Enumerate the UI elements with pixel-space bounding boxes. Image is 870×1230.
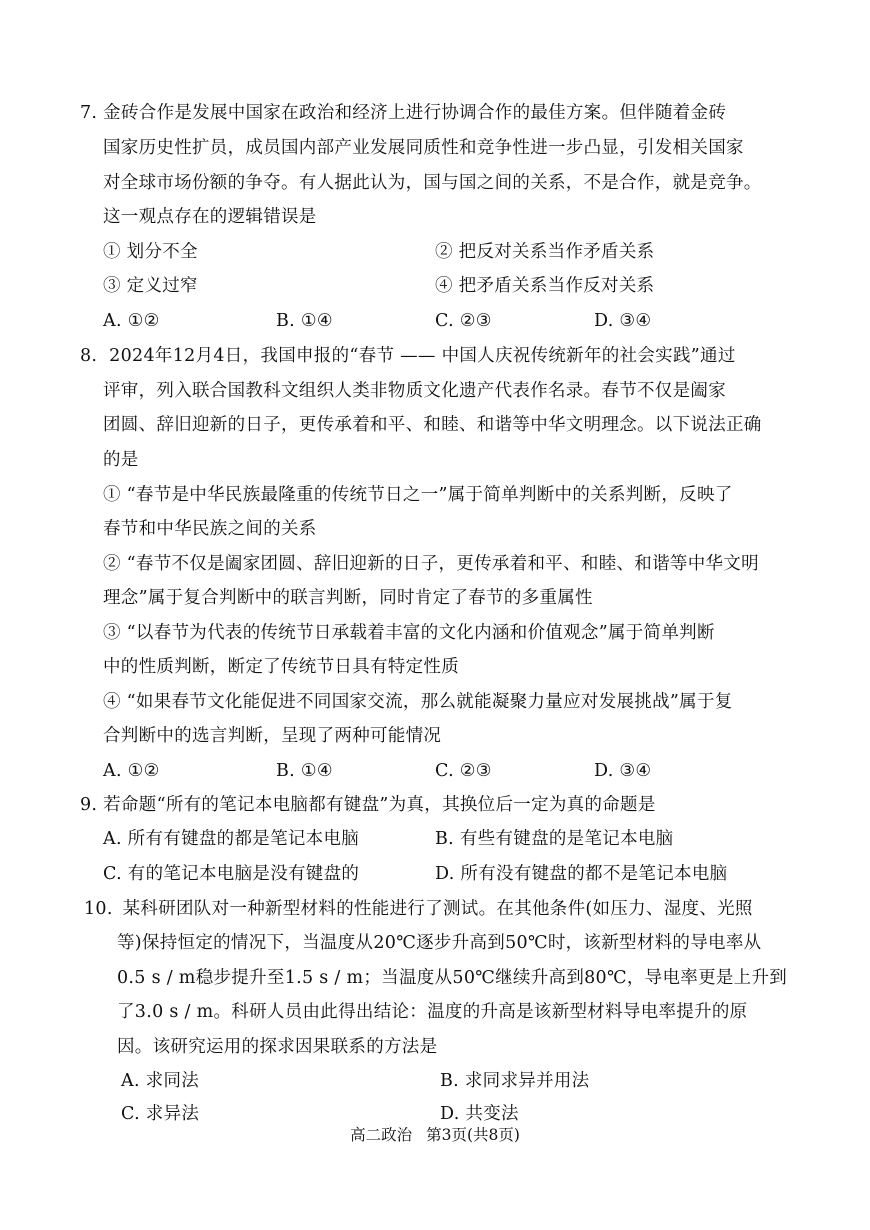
question-8-stem-line: 团圆、辞旧迎新的日子，更传承着和平、和睦、和谐等中华文明理念。以下说法正确 xyxy=(103,415,762,435)
question-10-stem-line: 因。该研究运用的探求因果联系的方法是 xyxy=(117,1037,438,1057)
question-7-statement-1: ① 划分不全 xyxy=(103,242,198,262)
question-9-option-a: A. 所有有键盘的都是笔记本电脑 xyxy=(103,829,360,849)
question-10-stem-line: 0.5 s / m稳步提升至1.5 s / m；当温度从50℃继续升高到80℃，导电率更是上升到 xyxy=(117,968,788,988)
question-8-statement-4: ④ “如果春节文化能促进不同国家交流，那么就能凝聚力量应对发展挑战”属于复 xyxy=(103,692,733,712)
question-9-stem-line: 若命题“所有的笔记本电脑都有键盘”为真，其换位后一定为真的命题是 xyxy=(103,795,656,815)
question-9-option-d: D. 所有没有键盘的都不是笔记本电脑 xyxy=(435,864,728,884)
question-7-option-d: D. ③④ xyxy=(594,311,652,331)
question-7-stem-line: 对全球市场份额的争夺。有人据此认为，国与国之间的关系，不是合作，就是竞争。 xyxy=(103,173,762,193)
question-7-stem-line: 金砖合作是发展中国家在政治和经济上进行协调合作的最佳方案。但伴随着金砖 xyxy=(103,103,727,123)
question-8-number: 8. xyxy=(80,346,98,366)
question-10-stem-line: 某科研团队对一种新型材料的性能进行了测试。在其他条件(如压力、湿度、光照 xyxy=(122,899,753,919)
question-7-option-c: C. ②③ xyxy=(435,311,492,331)
question-10-option-d: D. 共变法 xyxy=(440,1104,519,1124)
question-9-option-c: C. 有的笔记本电脑是没有键盘的 xyxy=(103,864,360,884)
question-7-line-1 xyxy=(80,101,726,125)
question-10-stem-line: 了3.0 s / m。科研人员由此得出结论：温度的升高是该新型材料导电率提升的原 xyxy=(117,1002,748,1022)
question-9-number: 9. xyxy=(80,795,98,815)
question-8-option-c: C. ②③ xyxy=(435,761,492,781)
question-8-stem-line: 评审，列入联合国教科文组织人类非物质文化遗产代表作名录。春节不仅是阖家 xyxy=(103,381,726,401)
question-8-option-b: B. ①④ xyxy=(276,761,333,781)
footer-page-number: 第3页(共8页) xyxy=(426,1126,520,1144)
question-7-number: 7. xyxy=(80,103,98,123)
page-footer xyxy=(0,1124,870,1146)
question-7-option-b: B. ①④ xyxy=(276,311,333,331)
question-10-option-c: C. 求异法 xyxy=(121,1104,200,1124)
question-10-stem-line: 等)保持恒定的情况下，当温度从20℃逐步升高到50℃时，该新型材料的导电率从 xyxy=(117,933,762,953)
question-8-line-1 xyxy=(80,344,736,368)
question-10-number: 10. xyxy=(84,899,113,919)
footer-subject: 高二政治 xyxy=(350,1126,413,1144)
question-7-statement-3: ③ 定义过窄 xyxy=(103,276,198,296)
question-8-statement-2: ② “春节不仅是阖家团圆、辞旧迎新的日子，更传承着和平、和睦、和谐等中华文明 xyxy=(103,554,759,574)
question-10-line-1 xyxy=(84,897,753,921)
question-8-statement-1-cont: 春节和中华民族之间的关系 xyxy=(103,519,317,539)
question-8-statement-3-cont: 中的性质判断，断定了传统节日具有特定性质 xyxy=(103,657,459,677)
question-8-option-d: D. ③④ xyxy=(594,761,652,781)
question-8-statement-1: ① “春节是中华民族最隆重的传统节日之一”属于简单判断中的关系判断，反映了 xyxy=(103,485,733,505)
question-8-statement-3: ③ “以春节为代表的传统节日承载着丰富的文化内涵和价值观念”属于简单判断 xyxy=(103,623,715,643)
question-10-option-b: B. 求同求异并用法 xyxy=(440,1071,590,1091)
question-8-statement-4-cont: 合判断中的选言判断，呈现了两种可能情况 xyxy=(103,726,442,746)
question-8-option-a: A. ①② xyxy=(103,761,160,781)
question-9-line-1 xyxy=(80,793,656,817)
question-7-option-a: A. ①② xyxy=(103,311,160,331)
question-7-stem-line: 国家历史性扩员，成员国内部产业发展同质性和竞争性进一步凸显，引发相关国家 xyxy=(103,138,744,158)
question-9-option-b: B. 有些有键盘的是笔记本电脑 xyxy=(435,829,674,849)
question-8-statement-2-cont: 理念”属于复合判断中的联言判断，同时肯定了春节的多重属性 xyxy=(103,588,593,608)
question-7-statement-2: ② 把反对关系当作矛盾关系 xyxy=(435,242,655,262)
question-8-stem-line: 2024年12月4日，我国申报的“春节 —— 中国人庆祝传统新年的社会实践”通过 xyxy=(109,346,736,366)
question-7-statement-4: ④ 把矛盾关系当作反对关系 xyxy=(435,276,655,296)
question-10-option-a: A. 求同法 xyxy=(121,1071,200,1091)
question-8-stem-line: 的是 xyxy=(103,450,139,470)
question-7-stem-line: 这一观点存在的逻辑错误是 xyxy=(103,207,317,227)
